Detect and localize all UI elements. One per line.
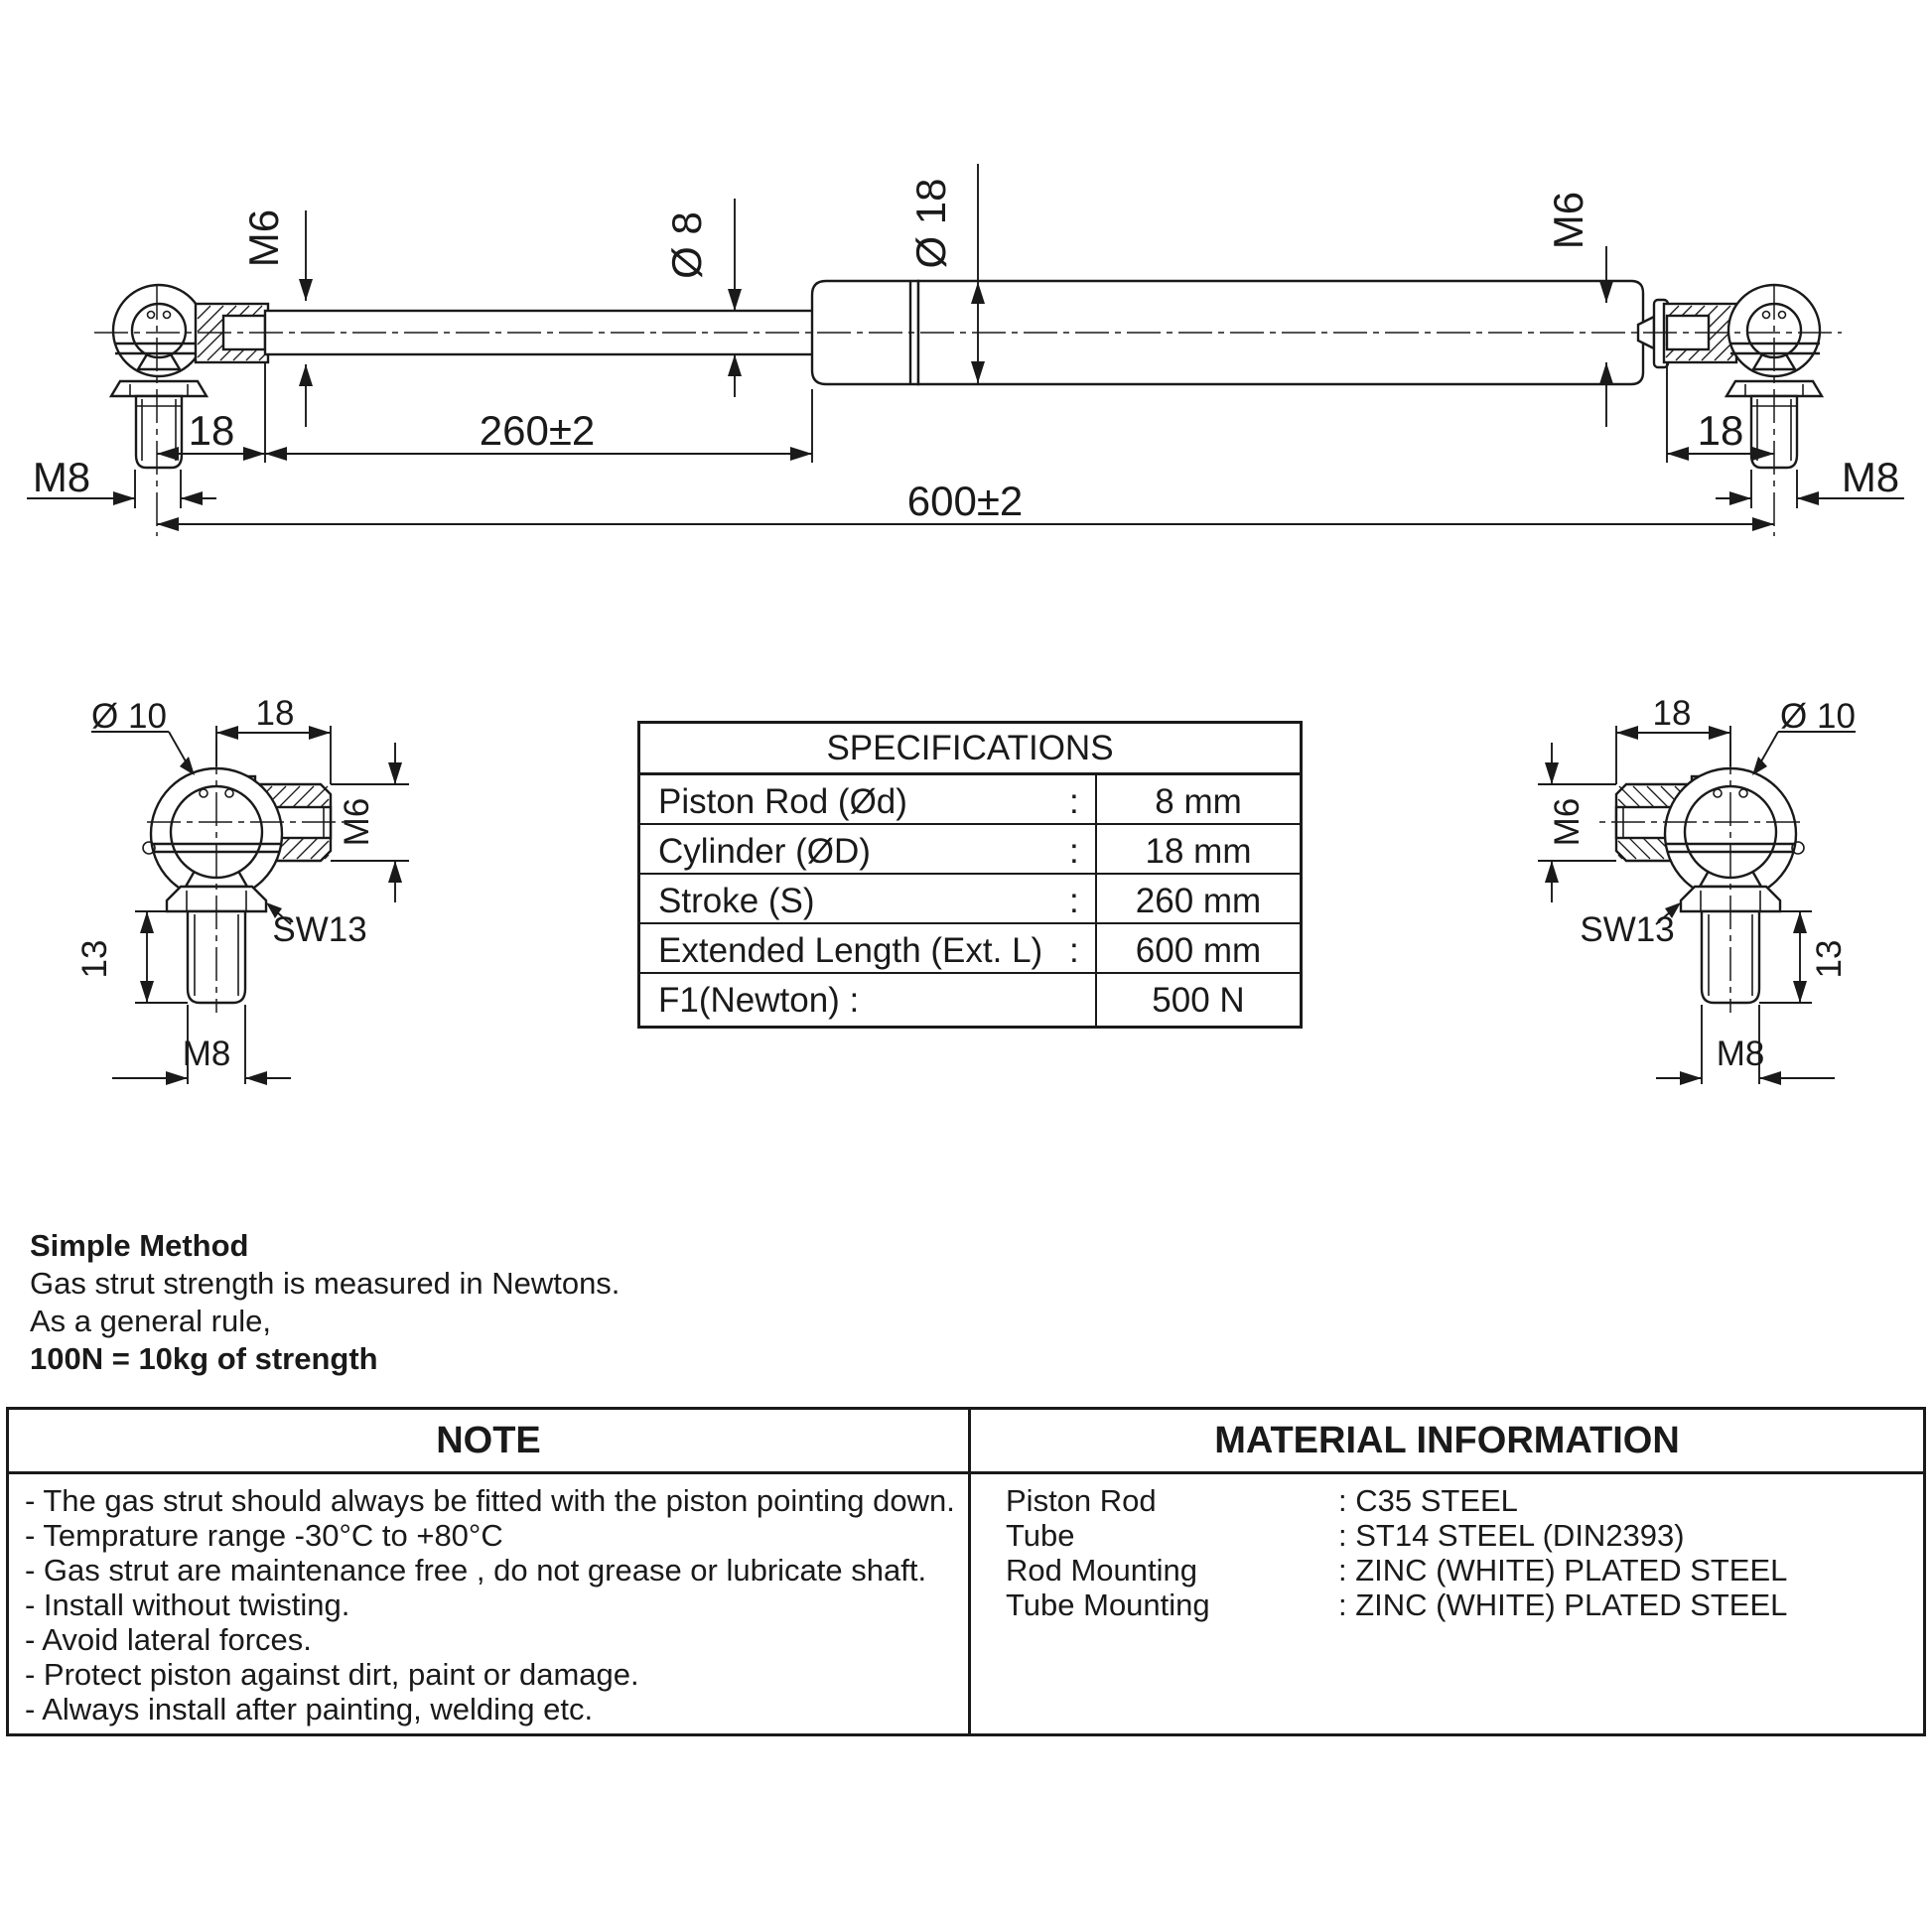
spec-row-extended-length bbox=[640, 924, 1300, 974]
spec-value: 600 mm bbox=[1135, 931, 1262, 970]
note-item: - Gas strut are maintenance free , do not grease or lubricate shaft. bbox=[25, 1553, 927, 1587]
simple-method-line3: 100N = 10kg of strength bbox=[30, 1341, 378, 1376]
material-label: Rod Mounting bbox=[1006, 1553, 1198, 1587]
spec-colon: : bbox=[1069, 832, 1079, 871]
material-value: : C35 STEEL bbox=[1338, 1483, 1518, 1518]
dia8-label: Ø 8 bbox=[663, 211, 710, 279]
specifications-title: SPECIFICATIONS bbox=[640, 724, 1300, 775]
material-row-tube-mounting bbox=[1006, 1587, 1913, 1622]
material-label: Tube Mounting bbox=[1006, 1587, 1210, 1622]
material-value: : ZINC (WHITE) PLATED STEEL bbox=[1338, 1553, 1788, 1587]
left-end-fitting-detail bbox=[75, 694, 409, 1085]
spec-value: 260 mm bbox=[1135, 882, 1262, 920]
spec-colon: : bbox=[1069, 931, 1079, 970]
material-row-rod-mounting bbox=[1006, 1553, 1913, 1587]
right-end-fitting-detail bbox=[1538, 694, 1856, 1085]
spec-value: 8 mm bbox=[1155, 782, 1242, 821]
material-information-title: MATERIAL INFORMATION bbox=[1214, 1419, 1680, 1461]
spec-row-stroke bbox=[640, 875, 1300, 924]
spec-colon: : bbox=[1069, 782, 1079, 821]
detail-dia10-label-left: Ø 10 bbox=[91, 697, 167, 736]
detail-18-label-right: 18 bbox=[1652, 694, 1692, 733]
note-item: - Temprature range -30°C to +80°C bbox=[25, 1518, 503, 1553]
detail-dia10-label-right: Ø 10 bbox=[1780, 697, 1856, 736]
material-label: Piston Rod bbox=[1006, 1483, 1157, 1518]
tube-mounting-nut-right bbox=[1654, 300, 1736, 367]
specifications-table bbox=[637, 721, 1303, 1029]
detail-13-label-right: 13 bbox=[1810, 939, 1849, 979]
spec-row-piston-rod bbox=[640, 775, 1300, 825]
material-label: Tube bbox=[1006, 1518, 1075, 1553]
dim-600-label: 600±2 bbox=[906, 478, 1024, 524]
spec-colon: : bbox=[1069, 882, 1079, 920]
detail-m8-label-right: M8 bbox=[1716, 1035, 1765, 1073]
material-row-piston-rod bbox=[1006, 1483, 1913, 1518]
detail-sw13-label-left: SW13 bbox=[272, 910, 367, 949]
spec-label: Piston Rod (Ød) bbox=[658, 782, 907, 821]
main-strut-drawing bbox=[27, 164, 1904, 536]
note-list bbox=[25, 1483, 958, 1726]
m8-left-label: M8 bbox=[32, 454, 91, 500]
spec-label: Stroke (S) bbox=[658, 882, 815, 920]
spec-label: F1(Newton) : bbox=[658, 981, 860, 1020]
bottom-table-header bbox=[9, 1410, 1923, 1474]
spec-label: Cylinder (ØD) bbox=[658, 832, 871, 871]
material-list bbox=[1006, 1483, 1913, 1622]
detail-m8-label-left: M8 bbox=[182, 1035, 231, 1073]
detail-m6-label-right: M6 bbox=[1548, 797, 1587, 847]
spec-row-f1-newton bbox=[640, 974, 1300, 1022]
note-item: - Install without twisting. bbox=[25, 1587, 350, 1622]
spec-label: Extended Length (Ext. L) bbox=[658, 931, 1043, 970]
dim-260-label: 260±2 bbox=[479, 407, 596, 454]
spec-row-cylinder bbox=[640, 825, 1300, 875]
bottom-table-divider bbox=[968, 1410, 971, 1733]
detail-18-label-left: 18 bbox=[255, 694, 295, 733]
detail-sw13-label-right: SW13 bbox=[1580, 910, 1675, 949]
material-row-tube bbox=[1006, 1518, 1913, 1553]
note-item: - Protect piston against dirt, paint or damage. bbox=[25, 1657, 639, 1692]
simple-method-line1: Gas strut strength is measured in Newtons. bbox=[30, 1266, 621, 1301]
m6-left-label: M6 bbox=[240, 208, 287, 268]
m8-right-label: M8 bbox=[1841, 454, 1900, 500]
simple-method-line2: As a general rule, bbox=[30, 1304, 271, 1338]
note-item: - The gas strut should always be fitted with the piston pointing down. bbox=[25, 1483, 955, 1518]
detail-m6-label-left: M6 bbox=[338, 797, 376, 847]
note-material-table bbox=[6, 1407, 1926, 1736]
m6-right-label: M6 bbox=[1545, 191, 1591, 250]
dim-18-right-label: 18 bbox=[1697, 407, 1744, 454]
detail-13-label-left: 13 bbox=[75, 939, 114, 979]
material-value: : ZINC (WHITE) PLATED STEEL bbox=[1338, 1587, 1788, 1622]
note-item: - Avoid lateral forces. bbox=[25, 1622, 312, 1657]
dim-18-left-label: 18 bbox=[188, 407, 235, 454]
simple-method-block bbox=[30, 1227, 620, 1378]
spec-value: 18 mm bbox=[1145, 832, 1252, 871]
dia18-label: Ø 18 bbox=[907, 178, 954, 269]
note-title: NOTE bbox=[436, 1419, 541, 1461]
simple-method-title: Simple Method bbox=[30, 1228, 249, 1263]
note-item: - Always install after painting, welding etc. bbox=[25, 1692, 594, 1726]
spec-value: 500 N bbox=[1152, 981, 1245, 1020]
material-value: : ST14 STEEL (DIN2393) bbox=[1338, 1518, 1685, 1553]
